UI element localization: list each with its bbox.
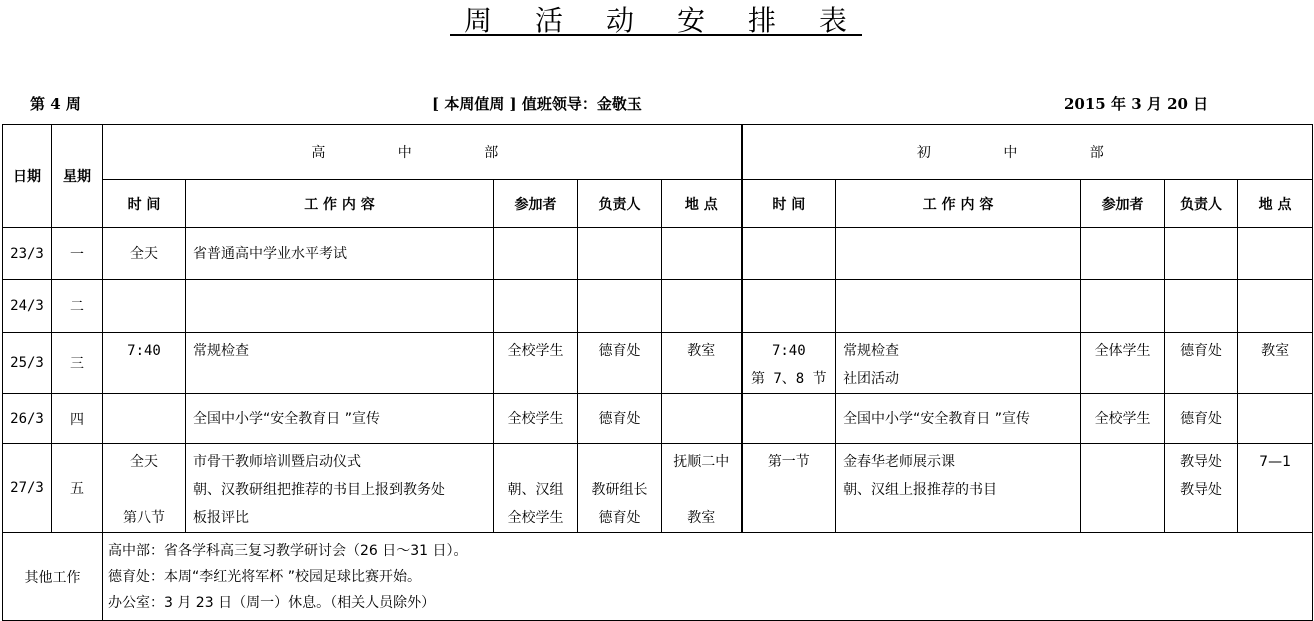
page-title bbox=[450, 6, 862, 36]
header-row-dept bbox=[3, 125, 1313, 180]
cell-hs-owner bbox=[578, 228, 662, 280]
cell-jh-participants bbox=[1081, 280, 1165, 333]
cell-line: 常规检查 bbox=[193, 343, 249, 359]
cell-line: 市骨干教师培训暨启动仪式 bbox=[193, 454, 361, 470]
cell-jh-time bbox=[742, 333, 836, 394]
cell-line: 7:40 bbox=[127, 343, 161, 359]
other-work-label: 其他工作 bbox=[3, 533, 103, 621]
cell-jh-participants bbox=[1081, 394, 1165, 444]
cell-line: 常规检查 bbox=[843, 343, 900, 359]
cell-line: 7—1 bbox=[1259, 454, 1291, 470]
cell-line: 第八节 bbox=[123, 510, 165, 526]
cell-line: 第一节 bbox=[767, 454, 810, 470]
title-char: 安 bbox=[676, 4, 706, 37]
cell-line: 德育处 bbox=[598, 510, 641, 526]
header-jh-participants: 参加者 bbox=[1081, 180, 1165, 228]
cell-line: 板报评比 bbox=[193, 510, 249, 526]
header-row-cols bbox=[3, 180, 1313, 228]
cell-jh-time bbox=[742, 444, 836, 533]
cell-line: 第 7、8 节 bbox=[750, 371, 827, 387]
cell-hs-time bbox=[103, 228, 186, 280]
title-char: 表 bbox=[818, 4, 848, 37]
cell-line: 朝、汉组 bbox=[507, 482, 564, 498]
header-jh-owner: 负责人 bbox=[1165, 180, 1238, 228]
cell-line bbox=[578, 448, 661, 476]
row-weekday: 一 bbox=[52, 228, 103, 280]
cell-line: 教导处 bbox=[1180, 454, 1223, 470]
header-hs-owner: 负责人 bbox=[578, 180, 662, 228]
cell-jh-owner bbox=[1165, 280, 1238, 333]
cell-jh-place bbox=[1238, 444, 1313, 533]
cell-line bbox=[662, 476, 741, 504]
cell-jh-owner bbox=[1165, 333, 1238, 394]
cell-line: 朝、汉教研组把推荐的书目上报到教务处 bbox=[193, 482, 445, 498]
cell-jh-owner bbox=[1165, 444, 1238, 533]
cell-jh-place bbox=[1238, 394, 1313, 444]
cell-line: 社团活动 bbox=[843, 371, 900, 387]
header-hs-place: 地 点 bbox=[662, 180, 742, 228]
header-hs-content: 工 作 内 容 bbox=[186, 180, 494, 228]
other-work-row bbox=[3, 533, 1313, 621]
cell-jh-time bbox=[742, 228, 836, 280]
cell-line bbox=[494, 448, 577, 476]
cell-line: 金春华老师展示课 bbox=[843, 454, 956, 470]
cell-jh-participants bbox=[1081, 444, 1165, 533]
header-date: 日期 bbox=[3, 125, 52, 228]
cell-hs-content bbox=[186, 280, 494, 333]
table-row bbox=[3, 444, 1313, 533]
cell-line: 教室 bbox=[687, 510, 716, 526]
row-weekday: 二 bbox=[52, 280, 103, 333]
cell-line: 教室 bbox=[687, 343, 716, 359]
row-date: 24/3 bbox=[3, 280, 52, 333]
cell-line: 朝、汉组上报推荐的书目 bbox=[843, 482, 998, 498]
cell-line: 全校学生 bbox=[507, 510, 564, 526]
cell-jh-time bbox=[742, 280, 836, 333]
row-date: 25/3 bbox=[3, 333, 52, 394]
cell-line: 全体学生 bbox=[1094, 343, 1151, 359]
cell-hs-time bbox=[103, 333, 186, 394]
duty-leader: [ 本周值周 ] 值班领导：金敬玉 bbox=[432, 95, 642, 113]
row-date: 27/3 bbox=[3, 444, 52, 533]
cell-jh-owner bbox=[1165, 228, 1238, 280]
other-work-line: 德育处：本周“李红光将军杯 ”校园足球比赛开始。 bbox=[108, 568, 421, 585]
cell-line: 教室 bbox=[1261, 343, 1290, 359]
cell-jh-place bbox=[1238, 228, 1313, 280]
cell-line: 全国中小学“安全教育日 ”宣传 bbox=[193, 410, 380, 427]
cell-line: 全天 bbox=[130, 454, 158, 470]
title-char: 活 bbox=[534, 4, 564, 37]
cell-jh-content bbox=[836, 333, 1081, 394]
header-senior-dept: 高 中 部 bbox=[103, 125, 742, 180]
header-jh-place: 地 点 bbox=[1238, 180, 1313, 228]
cell-hs-time bbox=[103, 444, 186, 533]
header-jh-time: 时 间 bbox=[742, 180, 836, 228]
table-row bbox=[3, 228, 1313, 280]
cell-line: 德育处 bbox=[1180, 343, 1223, 359]
cell-hs-owner bbox=[578, 280, 662, 333]
row-date: 23/3 bbox=[3, 228, 52, 280]
table-row bbox=[3, 394, 1313, 444]
cell-hs-content bbox=[186, 228, 494, 280]
cell-line bbox=[103, 476, 185, 504]
row-weekday: 四 bbox=[52, 394, 103, 444]
title-char: 动 bbox=[605, 4, 635, 37]
other-work-line: 办公室：3 月 23 日（周一）休息。（相关人员除外） bbox=[108, 594, 436, 611]
cell-line: 德育处 bbox=[1180, 410, 1223, 427]
cell-line: 教研组长 bbox=[591, 482, 648, 498]
cell-hs-place bbox=[662, 333, 742, 394]
cell-hs-place bbox=[662, 228, 742, 280]
cell-line: 全国中小学“安全教育日 ”宣传 bbox=[843, 410, 1031, 427]
cell-hs-participants bbox=[494, 444, 578, 533]
cell-hs-owner bbox=[578, 394, 662, 444]
cell-line: 省普通高中学业水平考试 bbox=[193, 245, 347, 262]
week-number: 第 4 周 bbox=[30, 95, 81, 113]
table-row bbox=[3, 333, 1313, 394]
header-junior-dept: 初 中 部 bbox=[742, 125, 1313, 180]
header-jh-content: 工 作 内 容 bbox=[836, 180, 1081, 228]
cell-line: 教导处 bbox=[1180, 482, 1223, 498]
cell-hs-place bbox=[662, 280, 742, 333]
cell-hs-time bbox=[103, 394, 186, 444]
cell-line: 全天 bbox=[130, 245, 158, 262]
cell-hs-participants bbox=[494, 333, 578, 394]
cell-line: 全校学生 bbox=[1094, 410, 1151, 427]
cell-hs-content bbox=[186, 394, 494, 444]
title-char: 周 bbox=[464, 4, 494, 37]
cell-line: 德育处 bbox=[598, 343, 641, 359]
cell-hs-place bbox=[662, 394, 742, 444]
cell-hs-content bbox=[186, 333, 494, 394]
cell-jh-content bbox=[836, 228, 1081, 280]
other-work-content bbox=[103, 533, 1313, 621]
cell-line: 7:40 bbox=[771, 343, 806, 359]
cell-jh-place bbox=[1238, 333, 1313, 394]
header-weekday: 星期 bbox=[52, 125, 103, 228]
cell-jh-time bbox=[742, 394, 836, 444]
cell-jh-content bbox=[836, 444, 1081, 533]
cell-hs-time bbox=[103, 280, 186, 333]
cell-jh-content bbox=[836, 394, 1081, 444]
cell-line: 德育处 bbox=[598, 410, 641, 427]
row-date: 26/3 bbox=[3, 394, 52, 444]
cell-hs-participants bbox=[494, 394, 578, 444]
table-row bbox=[3, 280, 1313, 333]
cell-jh-owner bbox=[1165, 394, 1238, 444]
row-weekday: 五 bbox=[52, 444, 103, 533]
header-hs-participants: 参加者 bbox=[494, 180, 578, 228]
cell-jh-place bbox=[1238, 280, 1313, 333]
report-date: 2015 年 3 月 20 日 bbox=[1064, 95, 1209, 113]
cell-line: 全校学生 bbox=[507, 410, 564, 427]
cell-hs-place bbox=[662, 444, 742, 533]
cell-line: 抚顺二中 bbox=[673, 454, 730, 470]
cell-jh-content bbox=[836, 280, 1081, 333]
header-hs-time: 时 间 bbox=[103, 180, 186, 228]
cell-hs-participants bbox=[494, 228, 578, 280]
row-weekday: 三 bbox=[52, 333, 103, 394]
cell-hs-content bbox=[186, 444, 494, 533]
cell-jh-participants bbox=[1081, 228, 1165, 280]
schedule-table bbox=[2, 124, 1313, 621]
cell-jh-participants bbox=[1081, 333, 1165, 394]
other-work-line: 高中部：省各学科高三复习教学研讨会（26 日～31 日）。 bbox=[108, 542, 468, 559]
cell-hs-participants bbox=[494, 280, 578, 333]
cell-line: 全校学生 bbox=[507, 343, 564, 359]
title-char: 排 bbox=[747, 4, 777, 37]
cell-hs-owner bbox=[578, 333, 662, 394]
cell-hs-owner bbox=[578, 444, 662, 533]
